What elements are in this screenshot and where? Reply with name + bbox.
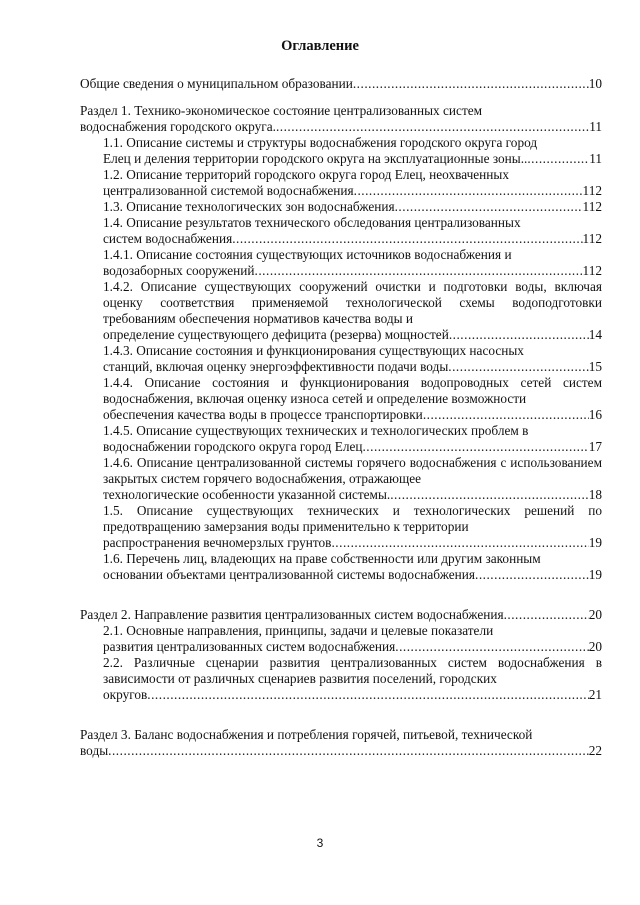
toc-page-number: 112 [582, 183, 602, 198]
toc-page-number: 20 [588, 639, 602, 654]
toc-entry-text: 2.1. Основные направления, принципы, задачи и целевые показатели [103, 623, 494, 638]
toc-entry[interactable] [80, 455, 602, 503]
toc-page-number: 19 [588, 535, 602, 550]
toc-entry-text: 1.4.4. Описание состояния и функционирования водопроводных сетей систем водоснабжения, включая оценку износа сетей и определение возможности [103, 375, 602, 406]
toc-entry[interactable] [80, 655, 602, 703]
toc-entry-text: 1.1. Описание системы и структуры водоснабжения городского округа город [103, 135, 538, 150]
toc-entry-text: Раздел 3. Баланс водоснабжения и потребления горячей, питьевой, технической [80, 727, 533, 742]
toc-entry-text: 1.4.5. Описание существующих технических и технологических проблем в [103, 423, 529, 438]
toc-page-number: 10 [588, 76, 602, 91]
toc-entry-text: обеспечения качества воды в процессе транспортировки [103, 407, 423, 422]
toc-page-number: 112 [582, 263, 602, 278]
toc-page-number: 112 [582, 231, 602, 246]
toc-entry-text: 1.4.3. Описание состояния и функционирования существующих насосных [103, 343, 524, 358]
toc-entry[interactable] [80, 103, 602, 135]
toc-entry[interactable] [80, 503, 602, 551]
toc-entry-text: водоснабжения городского округа. [80, 119, 276, 134]
toc-page-number: 22 [588, 743, 602, 758]
toc-entry[interactable] [80, 76, 602, 92]
toc-entry-text: 1.4. Описание результатов технического обследования централизованных [103, 215, 521, 230]
toc-entry-text: основании объектами централизованной системы водоснабжения [103, 567, 475, 582]
toc-entry-text: технологические особенности указанной системы. [103, 487, 391, 502]
toc-page-number: 11 [589, 151, 602, 166]
toc-entry-text: станций, включая оценку энергоэффективности подачи воды [103, 359, 449, 374]
toc-entry-text: Общие сведения о муниципальном образовании [80, 76, 353, 91]
toc-page-number: 16 [588, 407, 602, 422]
toc-page-number: 20 [588, 607, 602, 622]
toc-entry[interactable] [80, 215, 602, 247]
toc-entry-text: систем водоснабжения [103, 231, 233, 246]
toc-page-number: 17 [588, 439, 602, 454]
toc-page-number: 112 [582, 199, 602, 214]
toc-entry-text: централизованной системой водоснабжения [103, 183, 354, 198]
page-number: 3 [316, 836, 324, 850]
toc-entry-text: водоснабжении городского округа город Елец [103, 439, 363, 454]
toc-entry-text: развития централизованных систем водоснабжения [103, 639, 396, 654]
toc-page-number: 15 [588, 359, 602, 374]
toc-page-number: 21 [588, 687, 602, 702]
table-of-contents [80, 76, 602, 759]
toc-entry-text: 1.5. Описание существующих технических и технологических решений по предотвращению замерзания воды применительно к территории [103, 503, 602, 534]
toc-entry[interactable] [80, 279, 602, 343]
toc-page-number: 19 [588, 567, 602, 582]
toc-entry-text: 2.2. Различные сценарии развития централизованных систем водоснабжения в зависимости от различных сценариев развития поселений, городских [103, 655, 602, 686]
toc-entry[interactable] [80, 343, 602, 375]
toc-entry-text: водозаборных сооружений [103, 263, 255, 278]
toc-entry[interactable] [80, 727, 602, 759]
toc-entry[interactable] [80, 551, 602, 583]
toc-entry-text: 1.6. Перечень лиц, владеющих на праве собственности или другим законным [103, 551, 541, 566]
toc-entry-text: Елец и деления территории городского округа на эксплуатационные зоны.. [103, 151, 528, 166]
toc-entry-text: 1.3. Описание технологических зон водоснабжения [103, 199, 395, 214]
toc-entry-text: округов [103, 687, 148, 702]
toc-entry-text: распространения вечномерзлых грунтов [103, 535, 332, 550]
toc-entry[interactable] [80, 375, 602, 423]
toc-entry[interactable] [80, 135, 602, 167]
toc-page-number: 18 [588, 487, 602, 502]
toc-entry[interactable] [80, 623, 602, 655]
toc-entry[interactable] [80, 247, 602, 279]
toc-entry-text: Раздел 1. Технико-экономическое состояние централизованных систем [80, 103, 483, 118]
toc-entry[interactable] [80, 423, 602, 455]
toc-entry-text: 1.2. Описание территорий городского округа город Елец, неохваченных [103, 167, 509, 182]
toc-entry-text: определение существующего дефицита (резерва) мощностей [103, 327, 449, 342]
toc-entry[interactable] [80, 607, 602, 623]
toc-entry-text: воды [80, 743, 109, 758]
toc-entry[interactable] [80, 167, 602, 199]
toc-title: Оглавление [281, 38, 359, 54]
toc-entry-text: Раздел 2. Направление развития централизованных систем водоснабжения [80, 607, 504, 622]
toc-entry-text: 1.4.6. Описание централизованной системы горячего водоснабжения с использованием закрытых систем горячего водоснабжения, отражающее [103, 455, 602, 486]
toc-page-number: 11 [589, 119, 602, 134]
toc-page-number: 14 [588, 327, 602, 342]
toc-entry-text: 1.4.1. Описание состояния существующих источников водоснабжения и [103, 247, 512, 262]
toc-entry[interactable] [80, 199, 602, 215]
toc-entry-text: 1.4.2. Описание существующих сооружений очистки и подготовки воды, включая оценку соответствия применяемой технологической схемы водоподготовки требованиям обеспечения нормативов качества воды и [103, 279, 602, 326]
